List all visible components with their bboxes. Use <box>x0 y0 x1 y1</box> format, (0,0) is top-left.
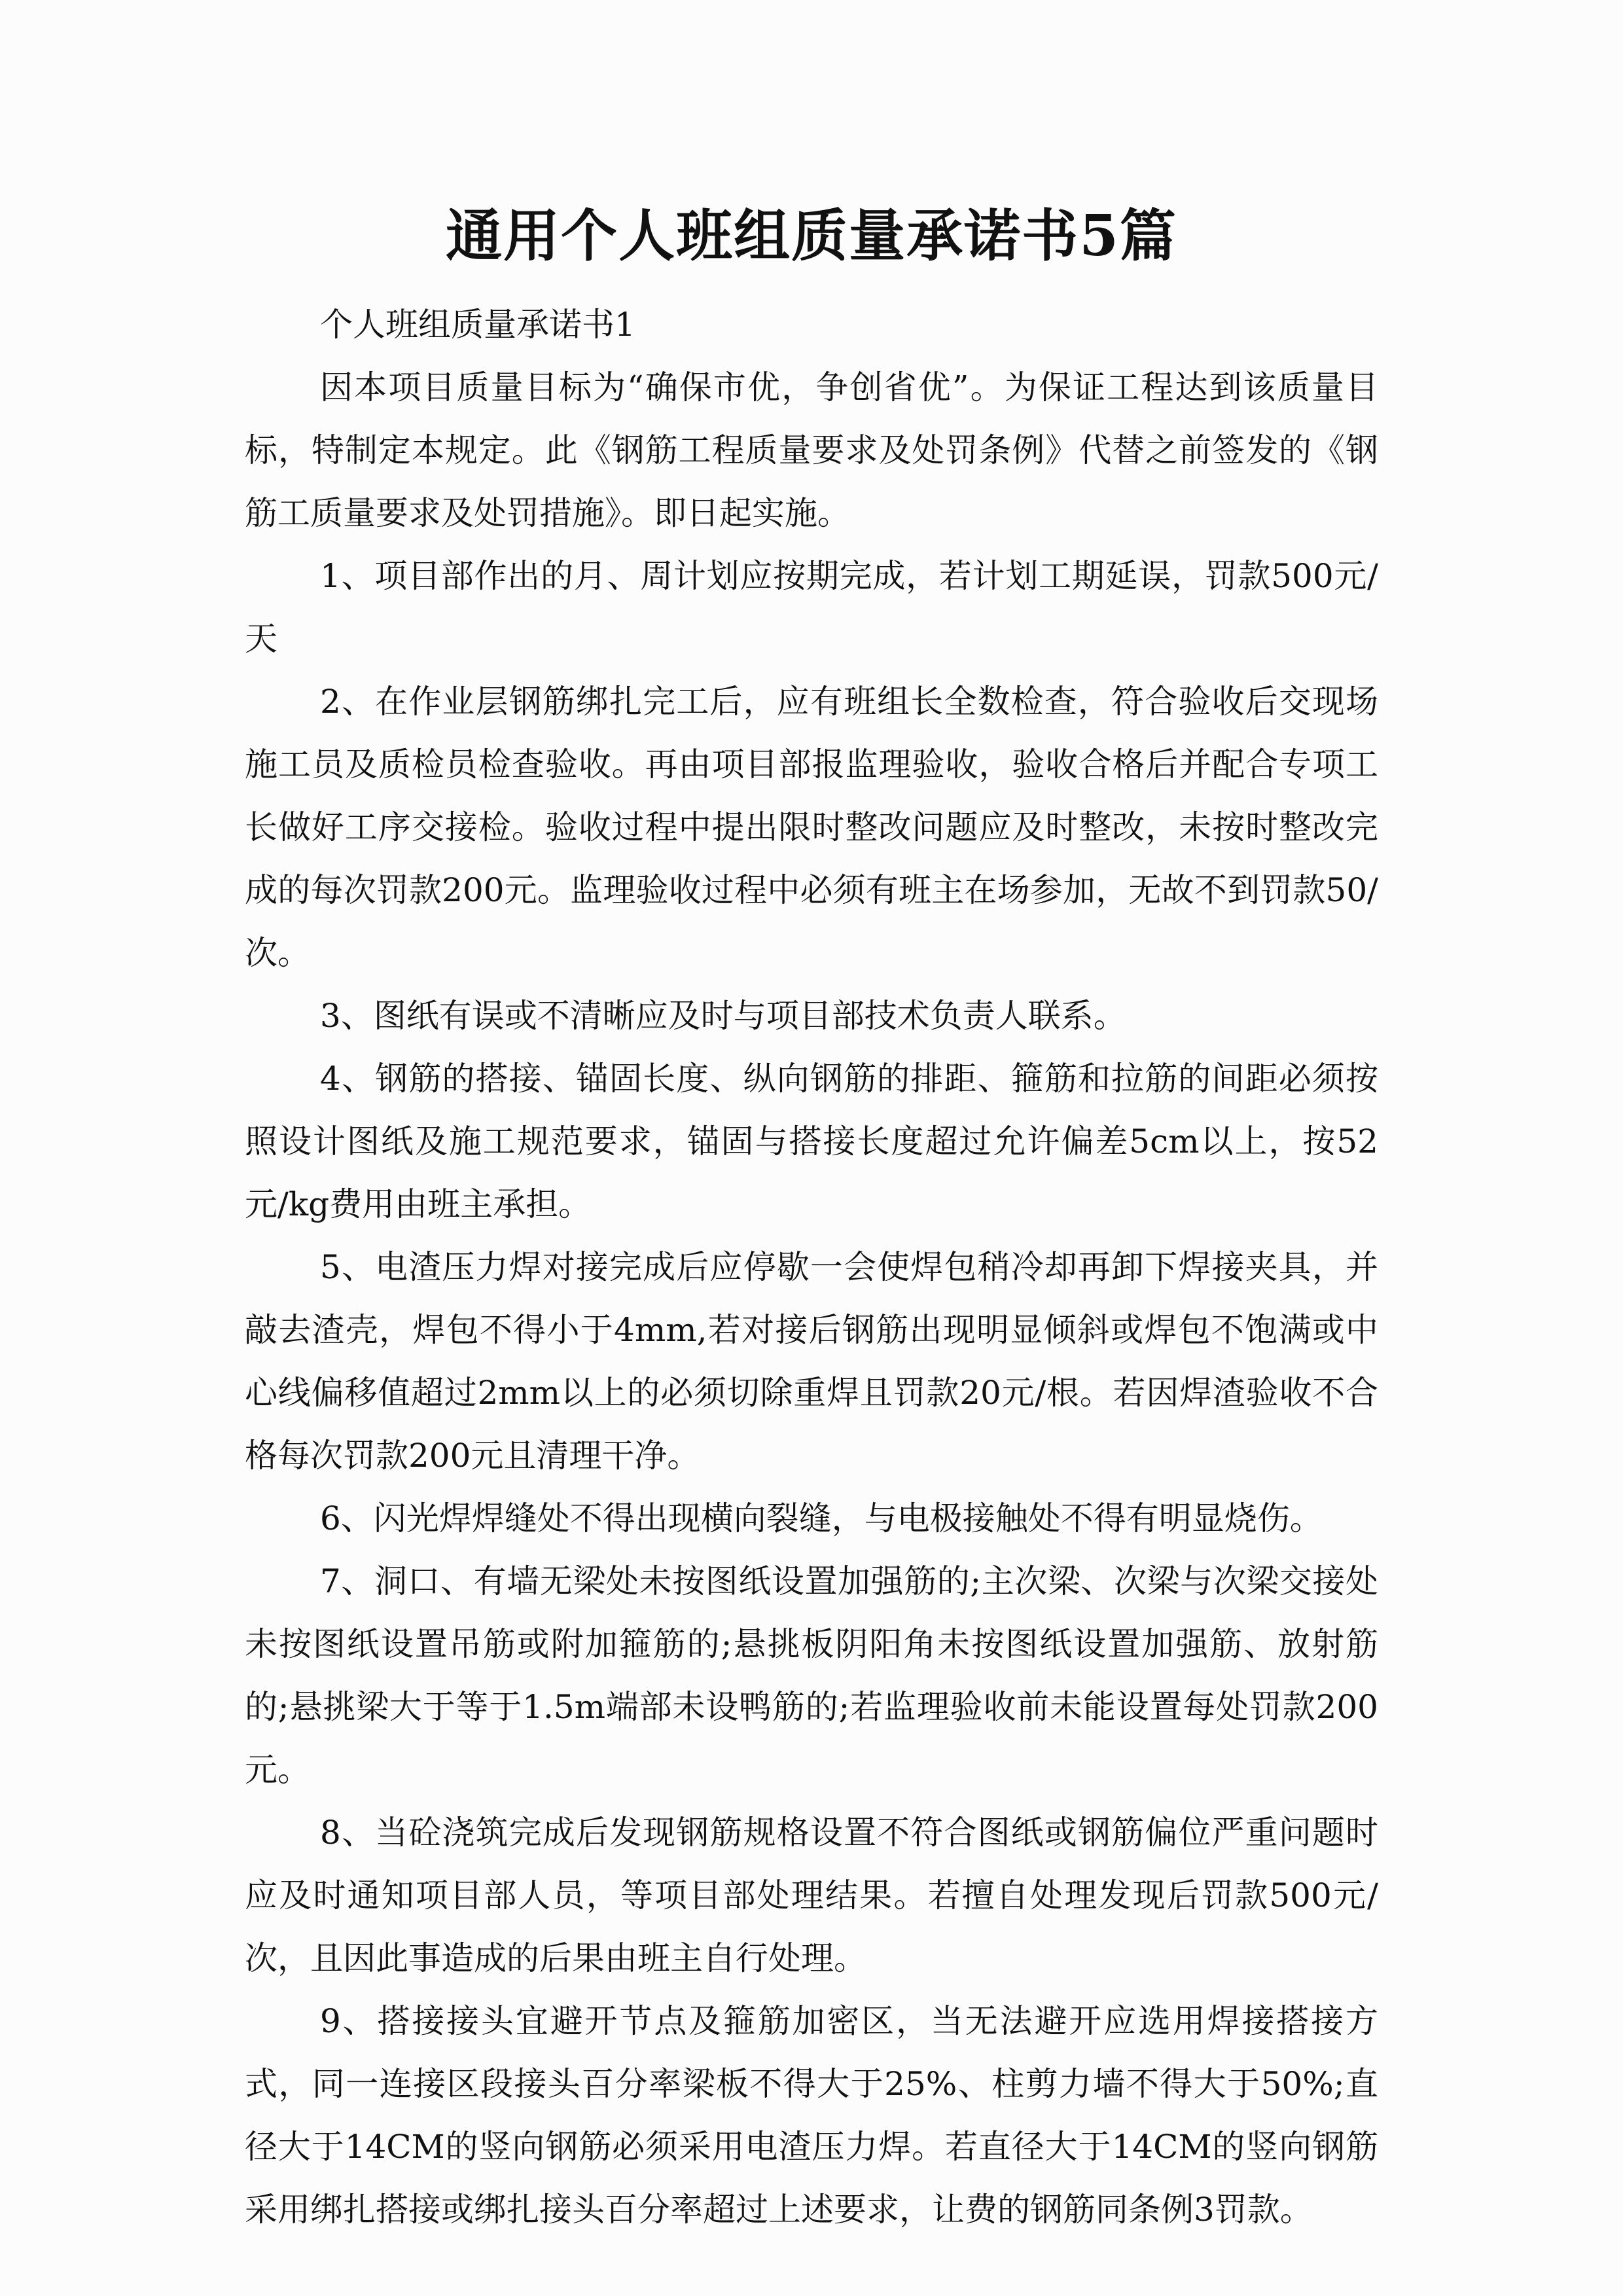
clause-1: 1、项目部作出的月、周计划应按期完成，若计划工期延误，罚款500元/天 <box>245 557 1378 658</box>
section-heading: 个人班组质量承诺书1 <box>320 306 635 344</box>
document-body <box>245 293 1378 2241</box>
clause-5: 5、电渣压力焊对接完成后应停歇一会使焊包稍冷却再卸下焊接夹具，并敲去渣壳，焊包不得小于4mm,若对接后钢筋出现明显倾斜或焊包不饱满或中心线偏移值超过2mm以上的必须切除重焊且罚款20元/根。若因焊渣验收不合格每次罚款200元且清理干净。 <box>245 1248 1378 1475</box>
clause-9: 9、搭接接头宜避开节点及箍筋加密区，当无法避开应选用焊接搭接方式，同一连接区段接头百分率梁板不得大于25%、柱剪力墙不得大于50%;直径大于14CM的竖向钢筋必须采用电渣压力焊。若直径大于14CM的竖向钢筋采用绑扎搭接或绑扎接头百分率超过上述要求，让费的钢筋同条例3罚款。 <box>245 2002 1378 2229</box>
intro-paragraph: 因本项目质量目标为“确保市优，争创省优”。为保证工程达到该质量目标，特制定本规定。此《钢筋工程质量要求及处罚条例》代替之前签发的《钢筋工质量要求及处罚措施》。即日起实施。 <box>245 368 1378 532</box>
clause-7: 7、洞口、有墙无梁处未按图纸设置加强筋的;主次梁、次梁与次梁交接处未按图纸设置吊筋或附加箍筋的;悬挑板阴阳角未按图纸设置加强筋、放射筋的;悬挑梁大于等于1.5m端部未设鸭筋的;若监理验收前未能设置每处罚款200元。 <box>245 1562 1378 1789</box>
clause-3: 3、图纸有误或不清晰应及时与项目部技术负责人联系。 <box>320 997 1126 1035</box>
document-title: 通用个人班组质量承诺书5篇 <box>446 203 1177 269</box>
clause-8: 8、当砼浇筑完成后发现钢筋规格设置不符合图纸或钢筋偏位严重问题时应及时通知项目部人员，等项目部处理结果。若擅自处理发现后罚款500元/次，且因此事造成的后果由班主自行处理。 <box>245 1814 1378 1977</box>
clause-2: 2、在作业层钢筋绑扎完工后，应有班组长全数检查，符合验收后交现场施工员及质检员检查验收。再由项目部报监理验收，验收合格后并配合专项工长做好工序交接检。验收过程中提出限时整改问题应及时整改，未按时整改完成的每次罚款200元。监理验收过程中必须有班主在场参加，无故不到罚款50/次。 <box>245 683 1378 972</box>
clause-4: 4、钢筋的搭接、锚固长度、纵向钢筋的排距、箍筋和拉筋的间距必须按照设计图纸及施工规范要求，锚固与搭接长度超过允许偏差5cm以上，按52元/kg费用由班主承担。 <box>245 1060 1378 1223</box>
clause-6: 6、闪光焊焊缝处不得出现横向裂缝，与电极接触处不得有明显烧伤。 <box>320 1499 1323 1537</box>
